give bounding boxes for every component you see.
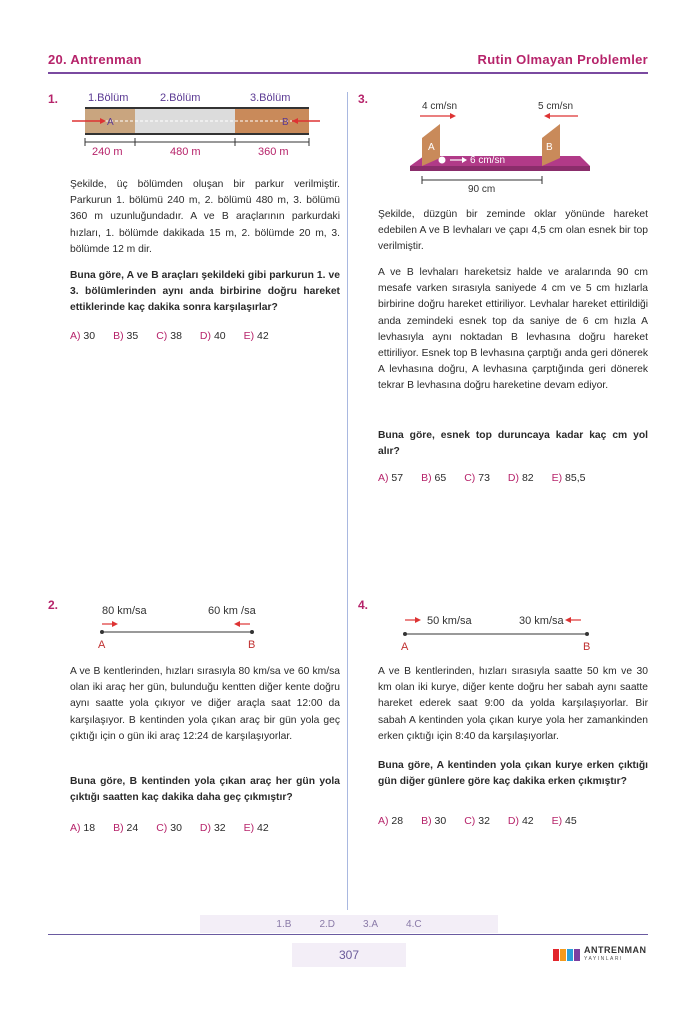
arrow-right-icon — [112, 621, 118, 627]
arrow-left-icon — [544, 113, 550, 119]
arrow-left-icon — [565, 617, 571, 623]
speed-b-label: 60 km /sa — [208, 605, 256, 617]
road-figure-2 — [90, 600, 280, 652]
point-b-label: B — [282, 117, 289, 128]
ball-speed: 6 cm/sn — [470, 155, 506, 166]
question-3-options — [378, 472, 603, 484]
chapter-title: 20. Antrenman — [48, 52, 142, 67]
publisher-logo — [553, 946, 647, 964]
question-2-options — [70, 822, 287, 834]
option-e[interactable]: E) 85,5 — [551, 472, 586, 484]
header-divider — [48, 72, 648, 74]
option-a[interactable]: A) 18 — [70, 822, 96, 834]
question-number-2: 2. — [48, 598, 59, 612]
option-d[interactable]: D) 82 — [507, 472, 534, 484]
answer-3: 3.A — [363, 918, 379, 930]
track-figure — [70, 88, 325, 160]
option-c[interactable]: C) 38 — [156, 330, 182, 342]
option-d[interactable]: D) 42 — [507, 815, 534, 827]
question-4-options — [378, 815, 595, 827]
plate-a-label: A — [428, 142, 435, 153]
footer-divider — [48, 934, 648, 935]
answer-1: 1.B — [276, 918, 292, 930]
road-figure-4 — [395, 608, 605, 652]
option-b[interactable]: B) 65 — [421, 472, 447, 484]
point-b-label: B — [583, 641, 591, 652]
length-2-label: 480 m — [170, 146, 201, 158]
answer-4: 4.C — [406, 918, 422, 930]
option-a[interactable]: A) 57 — [378, 472, 404, 484]
point-a-label: A — [401, 641, 409, 652]
column-divider — [347, 92, 348, 910]
question-4-prompt: Buna göre, A kentinden yola çıkan kurye erken çıktığı gün diğer günlere göre kaç dakika erken çıkmıştır? — [378, 760, 648, 788]
speed-a-label: 80 km/sa — [102, 605, 147, 617]
section-2-label: 2.Bölüm — [160, 92, 201, 104]
option-b[interactable]: B) 24 — [113, 822, 139, 834]
logo-subtext: YAYINLARI — [584, 956, 623, 962]
question-3-text-1: Şekilde, düzgün bir zeminde oklar yönünde hareket edebilen A ve B levhaları ve çapı 4,5 cm olan esnek bir top verilmiştir. — [378, 209, 648, 253]
length-3-label: 360 m — [258, 146, 289, 158]
option-c[interactable]: C) 30 — [156, 822, 182, 834]
arrow-right-icon — [450, 113, 456, 119]
option-c[interactable]: C) 73 — [464, 472, 490, 484]
plate-b-label: B — [546, 142, 553, 153]
point-a-label: A — [98, 639, 106, 651]
option-d[interactable]: D) 32 — [199, 822, 226, 834]
plate-b-speed: 5 cm/sn — [538, 101, 574, 112]
option-a[interactable]: A) 30 — [70, 330, 96, 342]
question-3-text-2: A ve B levhaları hareketsiz halde ve aralarında 90 cm mesafe varken sırasıyla saniyede 4 cm ve 5 cm hızlarla birbirine doğru hareket ettiriliyor. Levhalar hareket ettirildiği anda zemindeki esnek top da saniye de 6 cm hızla A levhasıyla aynı noktadan B levhasına doğru hareket ettiriliyor. Esnek top B levhasına çarptığı anda geri dönerek A levhasına doğru, A levhasına çarptığında geri dönerek tekrar B levhasına doğru hareketine devam ediyor. — [378, 267, 648, 392]
option-e[interactable]: E) 42 — [243, 330, 269, 342]
question-1-prompt: Buna göre, A ve B araçları şekildeki gibi parkurun 1. ve 3. bölümlerinden aynı anda birbirine doğru hareket ettiklerinde kaç dakika sonra karşılaşırlar? — [70, 270, 340, 314]
point-a-label: A — [107, 117, 114, 128]
answer-2: 2.D — [319, 918, 335, 930]
point-b-label: B — [248, 639, 256, 651]
logo-icon — [553, 949, 580, 961]
question-2-prompt: Buna göre, B kentinden yola çıkan araç her gün yola çıktığı saatten kaç dakika daha geç çıkmıştır? — [70, 776, 340, 804]
option-e[interactable]: E) 45 — [551, 815, 577, 827]
arrow-right-icon — [415, 617, 421, 623]
question-number-4: 4. — [358, 598, 369, 612]
section-3-label: 3.Bölüm — [250, 92, 291, 104]
speed-a-label: 50 km/sa — [427, 615, 472, 627]
speed-b-label: 30 km/sa — [519, 615, 564, 627]
plates-figure — [400, 98, 600, 194]
logo-text: ANTRENMAN — [584, 945, 647, 955]
question-1-text: Şekilde, üç bölümden oluşan bir parkur verilmiştir. Parkurun 1. bölümü 240 m, 2. bölümü 480 m, 3. bölümü 360 m uzunluğundadır. A ve B araçlarının parkurdaki hızları, 1. bölümde dakikada 15 m, 2. bölümde 20 m, 3. bölümde 12 m dir. — [70, 179, 340, 255]
question-1-options — [70, 330, 287, 342]
option-b[interactable]: B) 30 — [421, 815, 447, 827]
section-1-label: 1.Bölüm — [88, 92, 129, 104]
question-number-1: 1. — [48, 92, 59, 106]
question-3-prompt: Buna göre, esnek top duruncaya kadar kaç cm yol alır? — [378, 430, 648, 458]
page-number: 307 — [292, 943, 406, 967]
option-c[interactable]: C) 32 — [464, 815, 490, 827]
option-a[interactable]: A) 28 — [378, 815, 404, 827]
distance-label: 90 cm — [468, 184, 496, 194]
question-4-text: A ve B kentlerinden, hızları sırasıyla saatte 50 km ve 30 km olan iki kurye, diğer kente doğru her sabah aynı saatte hareket ederek saat 9:00 da yolda karşılaşıyorlar. Bir sabah A kentinden yola çıkan kurye yola her zamankinden erken çıktığı için 8:40 da karşılaşıyorlar. — [378, 666, 648, 742]
length-1-label: 240 m — [92, 146, 123, 158]
ball-icon — [439, 157, 446, 164]
answer-key — [200, 915, 498, 933]
question-number-3: 3. — [358, 92, 369, 106]
plate-a-speed: 4 cm/sn — [422, 101, 458, 112]
option-e[interactable]: E) 42 — [243, 822, 269, 834]
option-b[interactable]: B) 35 — [113, 330, 139, 342]
question-2-text: A ve B kentlerinden, hızları sırasıyla 80 km/sa ve 60 km/sa olan iki araç her gün, bulunduğu kentten diğer kente doğru aynı saatte yola çıkıyor ve diğer araçla saat 12:00 da karşılaşıyor. B kentinden yola çıkan araç bir gün yola geç çıktığı için o gün iki araç 12:24 de karşılaşıyorlar. — [70, 666, 340, 742]
option-d[interactable]: D) 40 — [199, 330, 226, 342]
section-title: Rutin Olmayan Problemler — [477, 52, 648, 67]
arrow-left-icon — [234, 621, 240, 627]
